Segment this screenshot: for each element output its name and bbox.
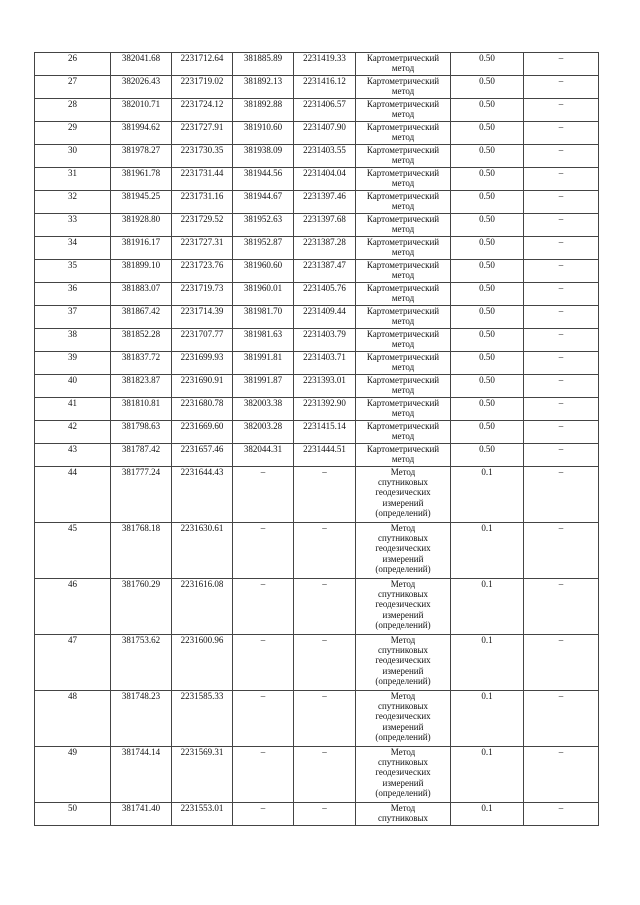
y-coordinate-cell: 2231553.01 bbox=[172, 803, 233, 826]
x-previous-cell: 381952.87 bbox=[233, 237, 294, 260]
accuracy-cell: 0.50 bbox=[451, 214, 524, 237]
x-coordinate-cell: 382026.43 bbox=[111, 76, 172, 99]
note-cell: – bbox=[524, 260, 599, 283]
y-coordinate-cell: 2231630.61 bbox=[172, 523, 233, 579]
method-cell bbox=[356, 145, 451, 168]
y-previous-cell: 2231404.04 bbox=[294, 168, 356, 191]
x-previous-cell: 382044.31 bbox=[233, 444, 294, 467]
method-cell bbox=[356, 747, 451, 803]
x-coordinate-cell: 381777.24 bbox=[111, 467, 172, 523]
y-previous-cell: 2231387.47 bbox=[294, 260, 356, 283]
table-row bbox=[35, 398, 599, 421]
y-previous-cell: 2231397.68 bbox=[294, 214, 356, 237]
table-row bbox=[35, 191, 599, 214]
method-line: спутниковых bbox=[377, 645, 429, 656]
x-coordinate-cell: 381748.23 bbox=[111, 691, 172, 747]
x-previous-cell: – bbox=[233, 747, 294, 803]
y-previous-cell: – bbox=[294, 635, 356, 691]
x-previous-cell: 381991.81 bbox=[233, 352, 294, 375]
method-cell bbox=[356, 444, 451, 467]
method-line: метод bbox=[391, 86, 415, 96]
method-line: геодезических bbox=[375, 711, 431, 722]
table-row bbox=[35, 53, 599, 76]
method-line: метод bbox=[391, 270, 415, 280]
accuracy-cell: 0.50 bbox=[451, 329, 524, 352]
x-previous-cell: 381910.60 bbox=[233, 122, 294, 145]
method-line: (определений) bbox=[375, 507, 431, 518]
y-previous-cell: – bbox=[294, 579, 356, 635]
table-row bbox=[35, 260, 599, 283]
method-line: метод bbox=[391, 293, 415, 303]
method-line: метод bbox=[391, 247, 415, 257]
point-number-cell: 46 bbox=[35, 579, 111, 635]
x-coordinate-cell: 381994.62 bbox=[111, 122, 172, 145]
x-previous-cell: 381885.89 bbox=[233, 53, 294, 76]
x-previous-cell: 381952.63 bbox=[233, 214, 294, 237]
method-line: спутниковых bbox=[377, 477, 429, 488]
x-coordinate-cell: 382010.71 bbox=[111, 99, 172, 122]
method-cell bbox=[356, 691, 451, 747]
accuracy-cell: 0.50 bbox=[451, 99, 524, 122]
y-coordinate-cell: 2231724.12 bbox=[172, 99, 233, 122]
y-coordinate-cell: 2231699.93 bbox=[172, 352, 233, 375]
y-coordinate-cell: 2231731.44 bbox=[172, 168, 233, 191]
point-number-cell: 30 bbox=[35, 145, 111, 168]
x-previous-cell: 381944.56 bbox=[233, 168, 294, 191]
table-row bbox=[35, 747, 599, 803]
coordinates-table bbox=[34, 52, 599, 826]
method-line: Метод bbox=[390, 803, 416, 813]
point-number-cell: 37 bbox=[35, 306, 111, 329]
method-cell bbox=[356, 214, 451, 237]
table-row bbox=[35, 237, 599, 260]
table-row bbox=[35, 691, 599, 747]
table-row bbox=[35, 352, 599, 375]
y-previous-cell: 2231416.12 bbox=[294, 76, 356, 99]
x-coordinate-cell: 381810.81 bbox=[111, 398, 172, 421]
accuracy-cell: 0.50 bbox=[451, 398, 524, 421]
method-cell bbox=[356, 803, 451, 826]
x-coordinate-cell: 381823.87 bbox=[111, 375, 172, 398]
method-line: измерений bbox=[382, 721, 424, 732]
x-previous-cell: – bbox=[233, 803, 294, 826]
method-cell bbox=[356, 421, 451, 444]
method-line: Картометрический bbox=[366, 329, 440, 339]
table-row bbox=[35, 329, 599, 352]
method-cell bbox=[356, 352, 451, 375]
method-line: измерений bbox=[382, 665, 424, 676]
document-page bbox=[34, 52, 598, 826]
note-cell: – bbox=[524, 191, 599, 214]
method-line: спутниковых bbox=[377, 813, 429, 824]
method-line: (определений) bbox=[375, 563, 431, 574]
note-cell: – bbox=[524, 803, 599, 826]
y-coordinate-cell: 2231731.16 bbox=[172, 191, 233, 214]
table-row bbox=[35, 523, 599, 579]
y-previous-cell: 2231405.76 bbox=[294, 283, 356, 306]
method-line: Картометрический bbox=[366, 283, 440, 293]
note-cell: – bbox=[524, 467, 599, 523]
x-coordinate-cell: 381883.07 bbox=[111, 283, 172, 306]
point-number-cell: 26 bbox=[35, 53, 111, 76]
y-coordinate-cell: 2231714.39 bbox=[172, 306, 233, 329]
note-cell: – bbox=[524, 306, 599, 329]
method-cell bbox=[356, 635, 451, 691]
y-coordinate-cell: 2231712.64 bbox=[172, 53, 233, 76]
note-cell: – bbox=[524, 691, 599, 747]
accuracy-cell: 0.1 bbox=[451, 691, 524, 747]
table-row bbox=[35, 306, 599, 329]
method-line: геодезических bbox=[375, 767, 431, 778]
accuracy-cell: 0.50 bbox=[451, 237, 524, 260]
x-previous-cell: 381981.70 bbox=[233, 306, 294, 329]
method-cell bbox=[356, 122, 451, 145]
x-coordinate-cell: 381744.14 bbox=[111, 747, 172, 803]
method-line: метод bbox=[391, 431, 415, 441]
method-cell bbox=[356, 76, 451, 99]
table-row bbox=[35, 76, 599, 99]
method-line: Картометрический bbox=[366, 398, 440, 408]
table-row bbox=[35, 444, 599, 467]
point-number-cell: 49 bbox=[35, 747, 111, 803]
point-number-cell: 42 bbox=[35, 421, 111, 444]
x-coordinate-cell: 381787.42 bbox=[111, 444, 172, 467]
y-coordinate-cell: 2231569.31 bbox=[172, 747, 233, 803]
method-cell bbox=[356, 283, 451, 306]
method-line: геодезических bbox=[375, 487, 431, 498]
method-line: спутниковых bbox=[377, 533, 429, 544]
note-cell: – bbox=[524, 214, 599, 237]
accuracy-cell: 0.50 bbox=[451, 352, 524, 375]
method-line: метод bbox=[391, 362, 415, 372]
table-row bbox=[35, 375, 599, 398]
point-number-cell: 29 bbox=[35, 122, 111, 145]
x-coordinate-cell: 381945.25 bbox=[111, 191, 172, 214]
y-previous-cell: – bbox=[294, 691, 356, 747]
table-row bbox=[35, 168, 599, 191]
method-line: Картометрический bbox=[366, 306, 440, 316]
accuracy-cell: 0.50 bbox=[451, 53, 524, 76]
method-line: измерений bbox=[382, 609, 424, 620]
table-row bbox=[35, 421, 599, 444]
table-row bbox=[35, 579, 599, 635]
point-number-cell: 47 bbox=[35, 635, 111, 691]
point-number-cell: 34 bbox=[35, 237, 111, 260]
note-cell: – bbox=[524, 398, 599, 421]
note-cell: – bbox=[524, 421, 599, 444]
method-line: спутниковых bbox=[377, 757, 429, 768]
method-line: Картометрический bbox=[366, 444, 440, 454]
note-cell: – bbox=[524, 237, 599, 260]
y-previous-cell: 2231393.01 bbox=[294, 375, 356, 398]
y-previous-cell: 2231403.79 bbox=[294, 329, 356, 352]
y-previous-cell: 2231403.55 bbox=[294, 145, 356, 168]
y-coordinate-cell: 2231727.91 bbox=[172, 122, 233, 145]
accuracy-cell: 0.50 bbox=[451, 191, 524, 214]
method-line: Картометрический bbox=[366, 76, 440, 86]
y-previous-cell: – bbox=[294, 523, 356, 579]
point-number-cell: 48 bbox=[35, 691, 111, 747]
note-cell: – bbox=[524, 145, 599, 168]
accuracy-cell: 0.50 bbox=[451, 122, 524, 145]
y-coordinate-cell: 2231730.35 bbox=[172, 145, 233, 168]
method-cell bbox=[356, 99, 451, 122]
x-coordinate-cell: 382041.68 bbox=[111, 53, 172, 76]
method-line: геодезических bbox=[375, 599, 431, 610]
x-previous-cell: 381892.13 bbox=[233, 76, 294, 99]
point-number-cell: 27 bbox=[35, 76, 111, 99]
method-line: Картометрический bbox=[366, 53, 440, 63]
point-number-cell: 50 bbox=[35, 803, 111, 826]
note-cell: – bbox=[524, 329, 599, 352]
y-coordinate-cell: 2231719.73 bbox=[172, 283, 233, 306]
method-line: Метод bbox=[390, 691, 416, 701]
point-number-cell: 39 bbox=[35, 352, 111, 375]
x-previous-cell: 381960.01 bbox=[233, 283, 294, 306]
method-line: метод bbox=[391, 132, 415, 142]
accuracy-cell: 0.1 bbox=[451, 579, 524, 635]
method-line: Картометрический bbox=[366, 260, 440, 270]
method-line: Метод bbox=[390, 579, 416, 589]
method-line: метод bbox=[391, 316, 415, 326]
note-cell: – bbox=[524, 635, 599, 691]
y-coordinate-cell: 2231644.43 bbox=[172, 467, 233, 523]
method-line: Метод bbox=[390, 747, 416, 757]
note-cell: – bbox=[524, 76, 599, 99]
y-previous-cell: 2231415.14 bbox=[294, 421, 356, 444]
y-previous-cell: 2231387.28 bbox=[294, 237, 356, 260]
note-cell: – bbox=[524, 375, 599, 398]
x-previous-cell: 381960.60 bbox=[233, 260, 294, 283]
method-line: Метод bbox=[390, 467, 416, 477]
x-coordinate-cell: 381916.17 bbox=[111, 237, 172, 260]
y-coordinate-cell: 2231727.31 bbox=[172, 237, 233, 260]
x-coordinate-cell: 381867.42 bbox=[111, 306, 172, 329]
table-row bbox=[35, 803, 599, 826]
x-coordinate-cell: 381852.28 bbox=[111, 329, 172, 352]
x-coordinate-cell: 381768.18 bbox=[111, 523, 172, 579]
point-number-cell: 41 bbox=[35, 398, 111, 421]
x-previous-cell: 382003.28 bbox=[233, 421, 294, 444]
y-previous-cell: 2231444.51 bbox=[294, 444, 356, 467]
table-row bbox=[35, 99, 599, 122]
x-coordinate-cell: 381741.40 bbox=[111, 803, 172, 826]
method-line: метод bbox=[391, 454, 415, 464]
x-coordinate-cell: 381899.10 bbox=[111, 260, 172, 283]
y-coordinate-cell: 2231729.52 bbox=[172, 214, 233, 237]
point-number-cell: 32 bbox=[35, 191, 111, 214]
y-previous-cell: 2231397.46 bbox=[294, 191, 356, 214]
method-line: Метод bbox=[390, 635, 416, 645]
y-coordinate-cell: 2231719.02 bbox=[172, 76, 233, 99]
x-previous-cell: – bbox=[233, 635, 294, 691]
x-previous-cell: – bbox=[233, 467, 294, 523]
y-coordinate-cell: 2231680.78 bbox=[172, 398, 233, 421]
accuracy-cell: 0.50 bbox=[451, 260, 524, 283]
note-cell: – bbox=[524, 168, 599, 191]
y-coordinate-cell: 2231669.60 bbox=[172, 421, 233, 444]
y-previous-cell: 2231407.90 bbox=[294, 122, 356, 145]
method-line: Картометрический bbox=[366, 352, 440, 362]
method-cell bbox=[356, 523, 451, 579]
note-cell: – bbox=[524, 523, 599, 579]
accuracy-cell: 0.50 bbox=[451, 76, 524, 99]
y-previous-cell: 2231403.71 bbox=[294, 352, 356, 375]
point-number-cell: 33 bbox=[35, 214, 111, 237]
accuracy-cell: 0.50 bbox=[451, 145, 524, 168]
method-line: метод bbox=[391, 63, 415, 73]
x-previous-cell: 381944.67 bbox=[233, 191, 294, 214]
accuracy-cell: 0.50 bbox=[451, 421, 524, 444]
method-line: Картометрический bbox=[366, 122, 440, 132]
method-line: метод bbox=[391, 109, 415, 119]
method-line: (определений) bbox=[375, 675, 431, 686]
table-row bbox=[35, 145, 599, 168]
note-cell: – bbox=[524, 444, 599, 467]
x-coordinate-cell: 381961.78 bbox=[111, 168, 172, 191]
method-line: Картометрический bbox=[366, 191, 440, 201]
y-previous-cell: 2231419.33 bbox=[294, 53, 356, 76]
y-coordinate-cell: 2231585.33 bbox=[172, 691, 233, 747]
method-cell bbox=[356, 398, 451, 421]
accuracy-cell: 0.50 bbox=[451, 444, 524, 467]
y-previous-cell: 2231406.57 bbox=[294, 99, 356, 122]
method-cell bbox=[356, 306, 451, 329]
method-line: спутниковых bbox=[377, 701, 429, 712]
accuracy-cell: 0.50 bbox=[451, 283, 524, 306]
note-cell: – bbox=[524, 283, 599, 306]
y-previous-cell: 2231392.90 bbox=[294, 398, 356, 421]
x-previous-cell: 381938.09 bbox=[233, 145, 294, 168]
point-number-cell: 44 bbox=[35, 467, 111, 523]
accuracy-cell: 0.1 bbox=[451, 635, 524, 691]
point-number-cell: 28 bbox=[35, 99, 111, 122]
method-cell bbox=[356, 168, 451, 191]
method-line: Картометрический bbox=[366, 214, 440, 224]
x-previous-cell: 381991.87 bbox=[233, 375, 294, 398]
x-coordinate-cell: 381753.62 bbox=[111, 635, 172, 691]
table-row bbox=[35, 467, 599, 523]
note-cell: – bbox=[524, 99, 599, 122]
y-previous-cell: 2231409.44 bbox=[294, 306, 356, 329]
method-line: метод bbox=[391, 201, 415, 211]
point-number-cell: 40 bbox=[35, 375, 111, 398]
note-cell: – bbox=[524, 53, 599, 76]
accuracy-cell: 0.50 bbox=[451, 168, 524, 191]
method-cell bbox=[356, 329, 451, 352]
table-row bbox=[35, 214, 599, 237]
method-line: метод bbox=[391, 155, 415, 165]
y-coordinate-cell: 2231707.77 bbox=[172, 329, 233, 352]
point-number-cell: 38 bbox=[35, 329, 111, 352]
note-cell: – bbox=[524, 747, 599, 803]
method-line: метод bbox=[391, 385, 415, 395]
method-line: метод bbox=[391, 178, 415, 188]
x-previous-cell: – bbox=[233, 691, 294, 747]
method-cell bbox=[356, 53, 451, 76]
x-coordinate-cell: 381978.27 bbox=[111, 145, 172, 168]
x-previous-cell: 382003.38 bbox=[233, 398, 294, 421]
method-line: метод bbox=[391, 408, 415, 418]
point-number-cell: 31 bbox=[35, 168, 111, 191]
x-coordinate-cell: 381760.29 bbox=[111, 579, 172, 635]
method-line: (определений) bbox=[375, 731, 431, 742]
x-coordinate-cell: 381837.72 bbox=[111, 352, 172, 375]
method-line: Картометрический bbox=[366, 99, 440, 109]
point-number-cell: 45 bbox=[35, 523, 111, 579]
y-coordinate-cell: 2231723.76 bbox=[172, 260, 233, 283]
y-coordinate-cell: 2231616.08 bbox=[172, 579, 233, 635]
method-cell bbox=[356, 260, 451, 283]
method-line: Картометрический bbox=[366, 375, 440, 385]
method-line: метод bbox=[391, 224, 415, 234]
method-line: Картометрический bbox=[366, 421, 440, 431]
method-line: Картометрический bbox=[366, 145, 440, 155]
method-line: измерений bbox=[382, 553, 424, 564]
note-cell: – bbox=[524, 579, 599, 635]
method-cell bbox=[356, 375, 451, 398]
method-line: (определений) bbox=[375, 787, 431, 798]
method-line: Картометрический bbox=[366, 168, 440, 178]
method-line: измерений bbox=[382, 777, 424, 788]
method-line: измерений bbox=[382, 497, 424, 508]
method-line: метод bbox=[391, 339, 415, 349]
point-number-cell: 43 bbox=[35, 444, 111, 467]
accuracy-cell: 0.1 bbox=[451, 803, 524, 826]
x-previous-cell: – bbox=[233, 579, 294, 635]
accuracy-cell: 0.1 bbox=[451, 467, 524, 523]
y-previous-cell: – bbox=[294, 467, 356, 523]
method-cell bbox=[356, 467, 451, 523]
accuracy-cell: 0.1 bbox=[451, 523, 524, 579]
accuracy-cell: 0.50 bbox=[451, 375, 524, 398]
x-coordinate-cell: 381928.80 bbox=[111, 214, 172, 237]
method-cell bbox=[356, 191, 451, 214]
method-line: геодезических bbox=[375, 543, 431, 554]
method-line: (определений) bbox=[375, 619, 431, 630]
method-cell bbox=[356, 237, 451, 260]
note-cell: – bbox=[524, 122, 599, 145]
method-line: Метод bbox=[390, 523, 416, 533]
method-line: геодезических bbox=[375, 655, 431, 666]
x-previous-cell: 381892.88 bbox=[233, 99, 294, 122]
accuracy-cell: 0.1 bbox=[451, 747, 524, 803]
table-row bbox=[35, 122, 599, 145]
point-number-cell: 35 bbox=[35, 260, 111, 283]
method-cell bbox=[356, 579, 451, 635]
method-line: спутниковых bbox=[377, 589, 429, 600]
table-row bbox=[35, 635, 599, 691]
y-previous-cell: – bbox=[294, 803, 356, 826]
y-coordinate-cell: 2231657.46 bbox=[172, 444, 233, 467]
y-coordinate-cell: 2231690.91 bbox=[172, 375, 233, 398]
note-cell: – bbox=[524, 352, 599, 375]
y-coordinate-cell: 2231600.96 bbox=[172, 635, 233, 691]
method-line: Картометрический bbox=[366, 237, 440, 247]
point-number-cell: 36 bbox=[35, 283, 111, 306]
accuracy-cell: 0.50 bbox=[451, 306, 524, 329]
y-previous-cell: – bbox=[294, 747, 356, 803]
table-row bbox=[35, 283, 599, 306]
x-previous-cell: 381981.63 bbox=[233, 329, 294, 352]
x-previous-cell: – bbox=[233, 523, 294, 579]
x-coordinate-cell: 381798.63 bbox=[111, 421, 172, 444]
